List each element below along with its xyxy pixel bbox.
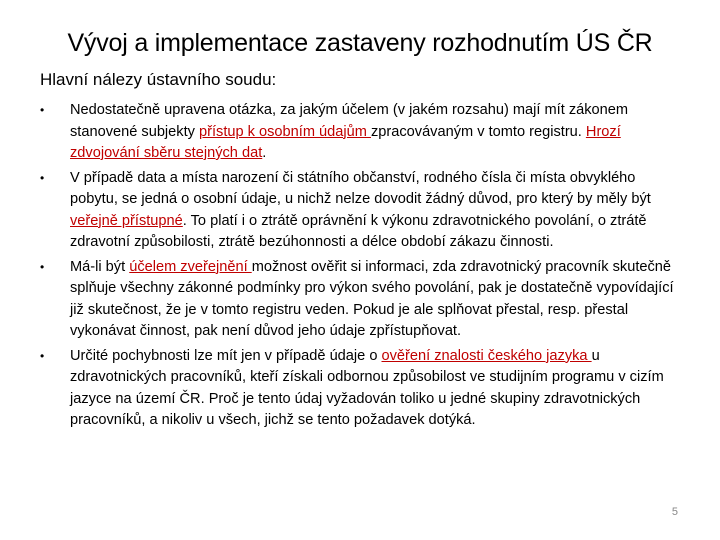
finding-text: u zdravotnických pracovníků, kteří získali odbornou způsobilost ve studijním programu v cizím jazyce na území ČR. Proč je tento údaj vyžadován toliko u jedné skupiny zdravotnických pracovníků, a nikoliv u všech, jichž se tento požadavek dotýká. (70, 347, 664, 428)
page-number: 5 (671, 506, 678, 518)
finding-highlight: přístup k osobním údajům (199, 123, 371, 140)
finding-text: zpracovávaným v tomto registru. (370, 123, 586, 140)
finding-item (40, 100, 680, 165)
finding-highlight: Hrozí zdvojování sběru stejných dat (70, 123, 621, 161)
bullet-icon: • (40, 259, 45, 274)
slide-title: Vývoj a implementace zastaveny rozhodnutím ÚS ČR (67, 29, 653, 57)
slide-subtitle: Hlavní nálezy ústavního soudu: (40, 70, 277, 89)
findings-list (40, 100, 680, 435)
finding-highlight: veřejně přístupné (70, 212, 183, 229)
finding-item (40, 257, 680, 343)
finding-highlight: účelem zveřejnění (129, 258, 252, 275)
finding-text: možnost ověřit si informaci, zda zdravotnický pracovník skutečně splňuje všechny zákonné podmínky pro výkon svého povolání, pak je dostatečně vypovídající již skutečnost, že je v tomto registru veden. Pokud je ale splňovat přestal, resp. přestal vykonávat činnost, pak není důvod jeho údaje zpřístupňovat. (70, 258, 674, 339)
finding-text: V případě data a místa narození či státního občanství, rodného čísla či místa obvyklého pobytu, se jedná o osobní údaje, u nichž nelze dovodit žádný důvod, pro který by měly být (70, 169, 651, 207)
bullet-icon: • (40, 103, 45, 117)
finding-text: . (262, 145, 267, 161)
bullet-icon: • (40, 348, 45, 363)
finding-text: Určité pochybnosti lze mít jen v případě údaje o (70, 347, 382, 364)
finding-item (40, 346, 680, 432)
finding-item (40, 168, 680, 254)
bullet-icon: • (40, 170, 45, 185)
finding-text: Má-li být (70, 258, 130, 275)
finding-text: Nedostatečně upravena otázka, za jakým účelem (v jakém rozsahu) mají mít zákonem stanovené subjekty (70, 102, 629, 140)
finding-highlight: ověření znalosti českého jazyka (381, 347, 592, 364)
finding-text: . To platí i o ztrátě oprávnění k výkonu zdravotnického povolání, o ztrátě zdravotní způsobilosti, ztrátě bezúhonnosti a délce období zákazu činnosti. (70, 212, 647, 250)
